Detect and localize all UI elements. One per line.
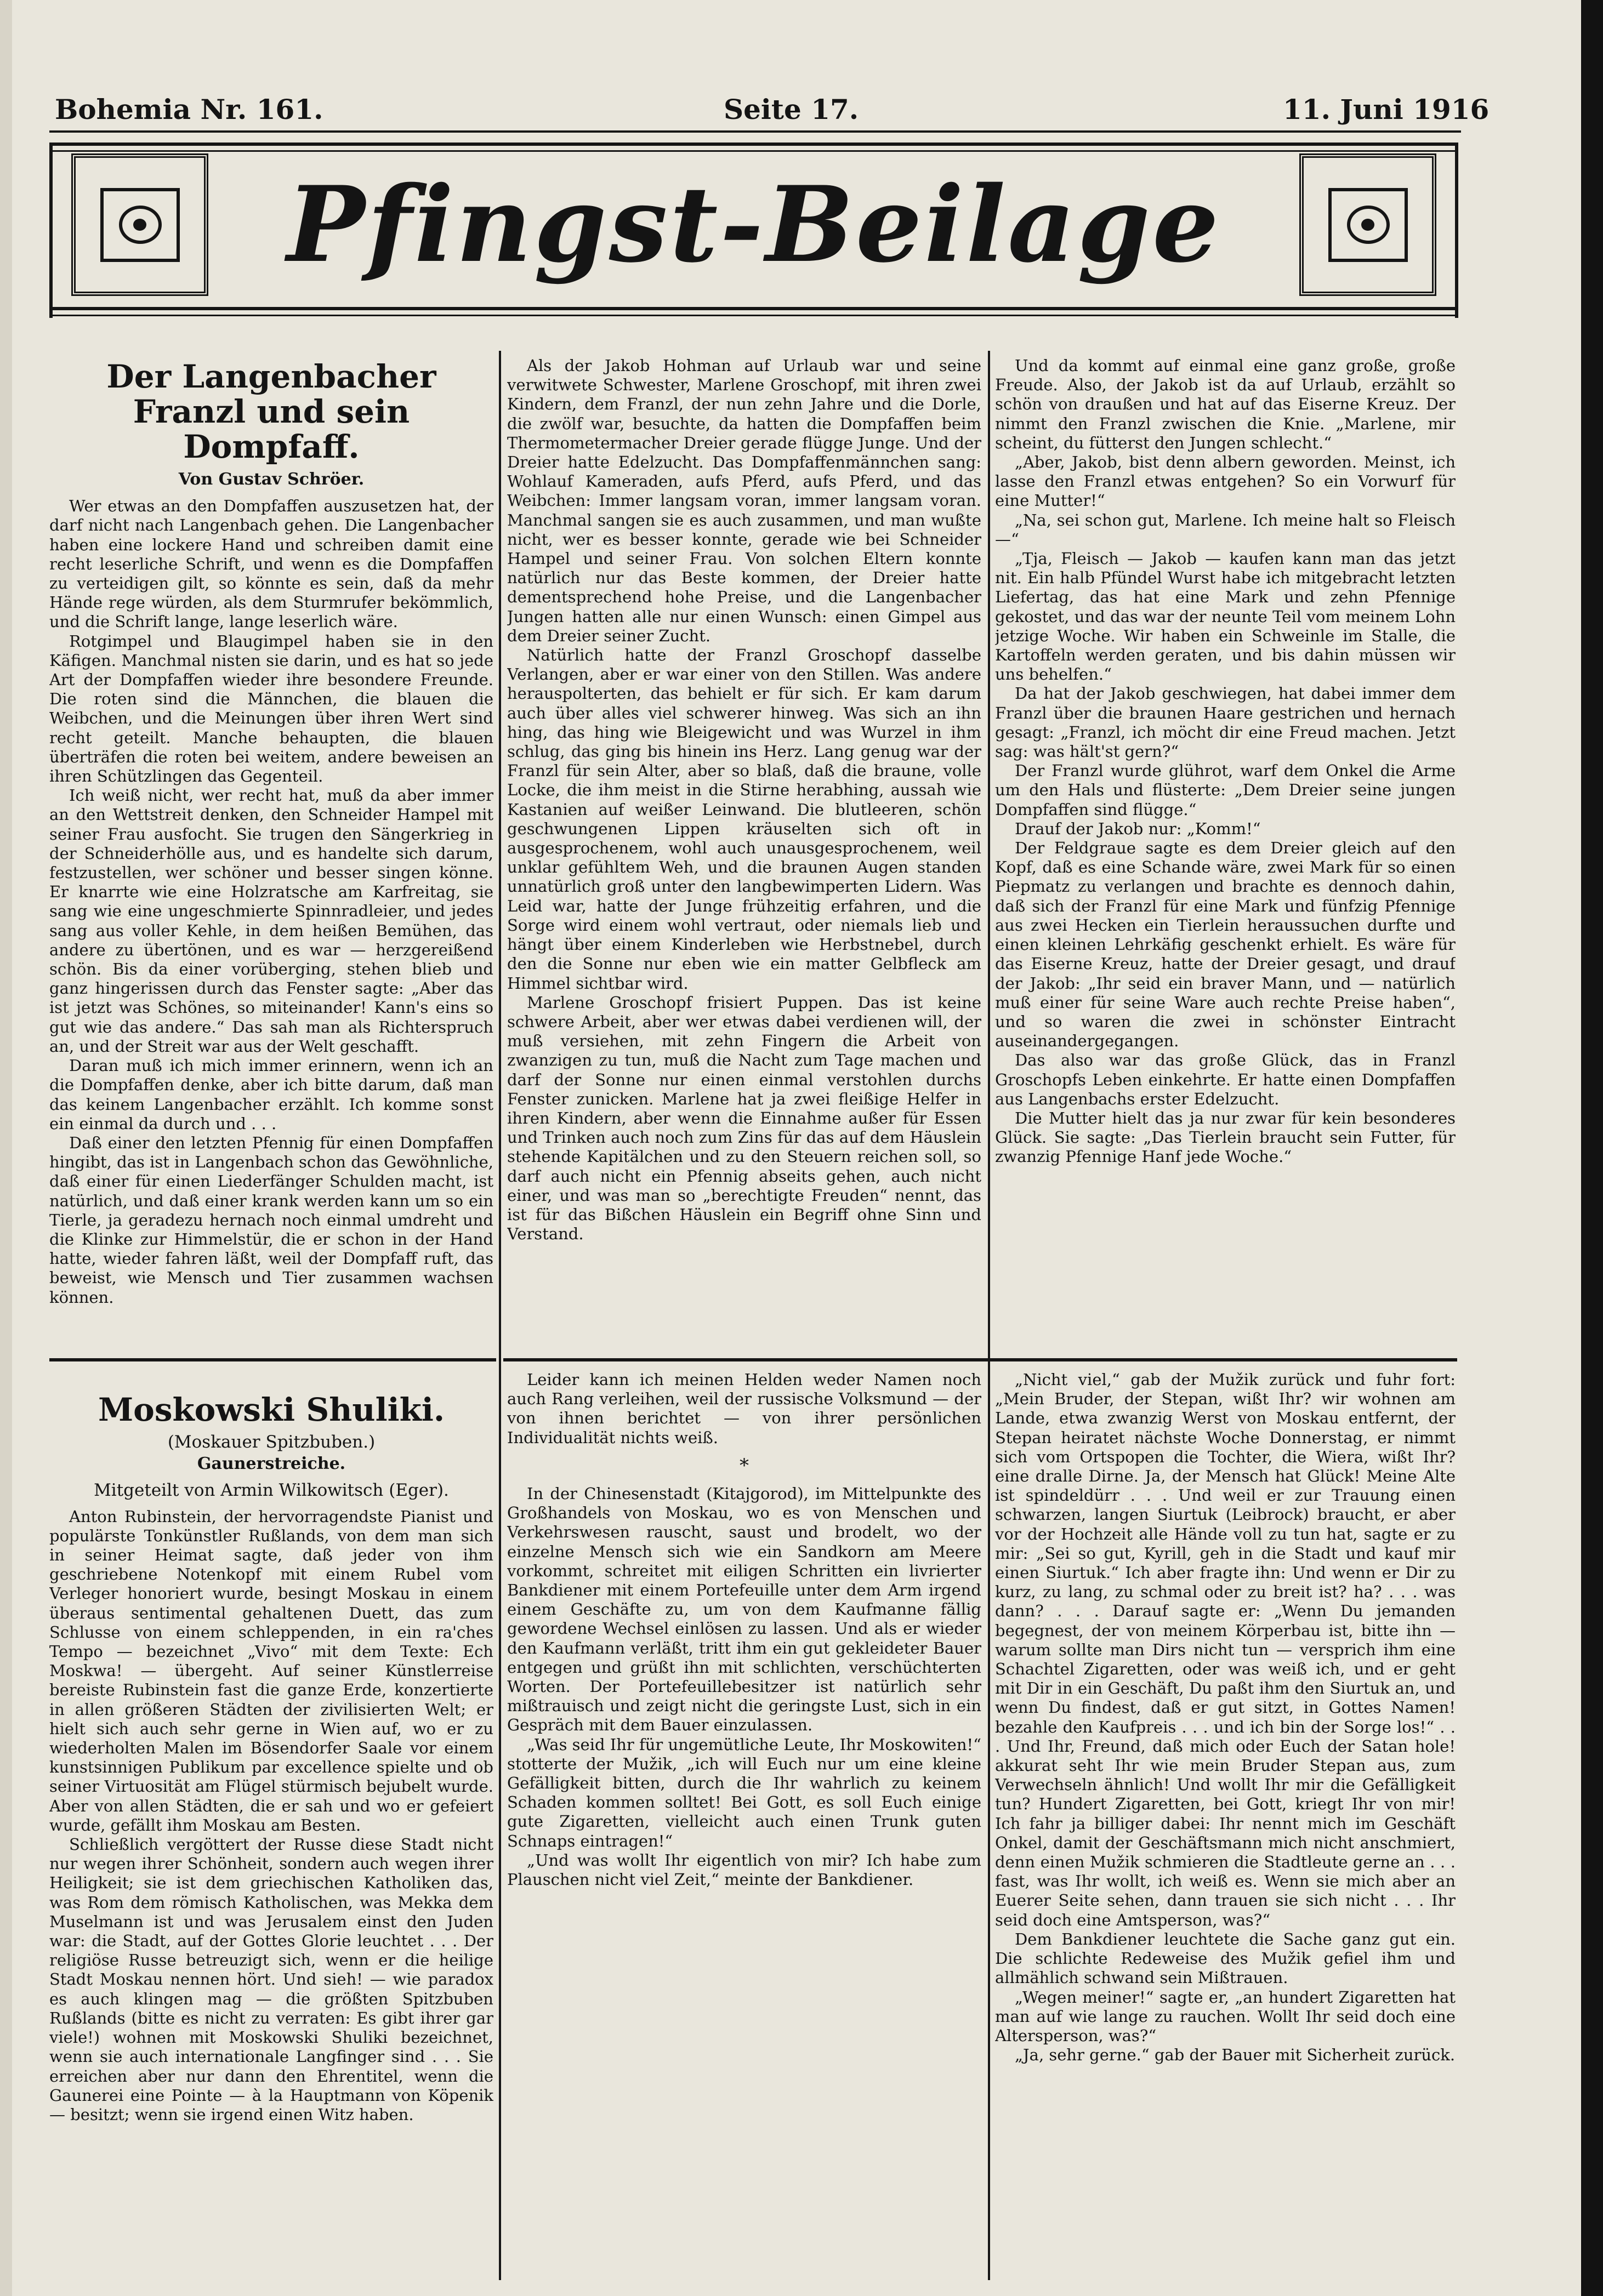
article-moskowski-col2 [507, 1370, 981, 2280]
article-langenbacher-col3 [995, 356, 1456, 1354]
paragraph: Und da kommt auf einmal eine ganz große, große Freude. Also, der Jakob ist da auf Urlaub, erzählt so schön von draußen und hat auf das Eiserne Kreuz. Der nimmt den Franzl zwischen die Knie. „Marlene, mir scheint, du fütterst den Jungen schlecht.“ [995, 356, 1456, 452]
paragraph: „Und was wollt Ihr eigentlich von mir? Ich habe zum Plauschen nicht viel Zeit,“ meinte der Bankdiener. [507, 1850, 981, 1889]
article-byline-moskowski: Mitgeteilt von Armin Wilkowitsch (Eger). [94, 1480, 449, 1501]
article-subtitle-moskowski: (Moskauer Spitzbuben.) [167, 1432, 376, 1452]
paragraph: Schließlich vergöttert der Russe diese Stadt nicht nur wegen ihrer Schönheit, sondern auch wegen ihrer Heiligkeit; sie ist dem griechischen Katholiken das, was Rom dem römisch Katholischen, was Mekka dem Muselmann ist und was Jerusalem einst den Juden war: die Stadt, auf der Gottes Glorie leuchtet . . . Der religiöse Russe betreuzigt sich, wenn er die heilige Stadt Moskau nennen hört. Und sieh! — wie paradox es auch klingen mag — die größten Spitzbuben Rußlands (bitte es nicht zu verraten: Es gibt ihrer gar viele!) wohnen mit Moskowski Shuliki bezeichnet, wenn sie auch internationale Langfinger sind . . . Sie erreichen aber nur dann den Ehrentitel, wenn die Gaunerei eine Pointe — à la Hauptmann von Köpenik — besitzt; wenn sie irgend einen Witz haben. [49, 1835, 493, 2124]
article-langenbacher-col2 [507, 356, 981, 1354]
header-date: 11. Juni 1916 [1283, 93, 1490, 126]
paragraph: Anton Rubinstein, der hervorragendste Pianist und populärste Tonkünstler Rußlands, von dem man sich in seiner Heimat sagte, daß jeder von ihm geschriebene Notenkopf mit einem Rubel vom Verleger honoriert wurde, besingt Moskau in einem überaus sentimental gehaltenen Duett, das zum Schlusse von einem schleppenden, in ein ra'ches Tempo — bezeichnet „Vivo“ mit dem Texte: Ech Moskwa! — übergeht. Auf seiner Künstlerreise bereiste Rubinstein fast die ganze Erde, konzertierte in allen größeren Städten der zivilisierten Welt; er hielt sich auch sehr gerne in Wien auf, wo er zu wiederholten Malen im Bösendorfer Saale vor einem kunstsinnigen Publikum par excellence spielte und ob seiner Virtuosität am Flügel stürmisch bejubelt wurde. Aber von allen Städten, die er sah und wo er gefeiert wurde, gefällt ihm Moskau am Besten. [49, 1507, 493, 1834]
scan-right-edge [1581, 0, 1603, 2296]
paragraph: Daran muß ich mich immer erinnern, wenn ich an die Dompfaffen denke, aber ich bitte darum, daß man das keinem Langenbacher erzählt. Ich komme sonst ein einmal da durch und . . . [49, 1056, 493, 1133]
masthead [49, 132, 1458, 340]
article-moskowski-col3 [995, 1370, 1456, 2280]
header-issue: Bohemia Nr. 161. [55, 93, 323, 126]
paragraph: „Wegen meiner!“ sagte er, „an hundert Zigaretten hat man auf wie lange zu rauchen. Wollt Ihr seid doch eine Altersperson, was?“ [995, 1987, 1456, 2045]
paragraph: „Tja, Fleisch — Jakob — kaufen kann man das jetzt nit. Ein halb Pfündel Wurst habe ich mitgebracht letzten Liefertag, das hat eine Mark und zehn Pfennige gekostet, und das war der neunte Teil vom meinem Lohn jetzige Woche. Wir haben ein Schweinle im Stalle, die Kartoffeln werden geraten, und bis dahin müssen wir uns behelfen.“ [995, 549, 1456, 684]
paragraph: Da hat der Jakob geschwiegen, hat dabei immer dem Franzl über die braunen Haare gestrichen und hernach gesagt: „Franzl, ich möcht dir eine Freud machen. Jetzt sag: was hält'st gern?“ [995, 684, 1456, 761]
paragraph: „Nicht viel,“ gab der Mužik zurück und fuhr fort: „Mein Bruder, der Stepan, wißt Ihr? wir wohnen am Lande, etwa zwanzig Werst von Moskau entfernt, der Stepan heiratet nächste Woche Donnerstag, er nimmt sich vom Ortspopen die Tochter, die Wiera, wißt Ihr? eine dralle Dirne. Ja, der Mensch hat Glück! Meine Alte ist spindeldürr . . . Und weil er zur Trauung einen schwarzen, langen Siurtuk (Leibrock) braucht, er aber vor der Hochzeit alle Hände voll zu tun hat, sagte er zu mir: „Sei so gut, Kyrill, geh in die Stadt und kauf mir einen Siurtuk.“ Ich aber fragte ihn: Und wenn er Dir zu kurz, zu lang, zu schmal oder zu breit ist? ha? . . . was dann? . . . Darauf sagte er: „Wenn Du jemanden begegnest, der von meinem Körperbau ist, bitte ihn — warum sollte man Dirs nicht tun — versprich ihm eine Schachtel Zigaretten, oder was weiß ich, und er geht mit Dir in ein Geschäft, Du paßt ihm den Siurtuk an, und wenn Du findest, daß er gut sitzt, in Gottes Namen! bezahle den Kaufpreis . . . und ich bin der Sorge los!“ . . . Und Ihr, Freund, daß mich oder Euch der Satan hole! akkurat seht Ihr wie mein Bruder Stepan aus, zum Verwechseln ähnlich! Und wollt Ihr mir die Gefälligkeit tun? Hundert Zigaretten, bei Gott, kriegt Ihr von mir! Ich fahr ja billiger dabei: Ihr nennt mich im Geschäft Onkel, damit der Geschäftsmann mich nicht anschmiert, denn einen Mužik schmieren die Stadtleute gerne an . . . fast, was Ihr wollt, ich weiß es. Wenn sie mich aber an Euerer Seite sehen, dann trauen sie sich nicht . . . Ihr seid doch eine Amtsperson, was?“ [995, 1370, 1456, 1929]
paragraph: Drauf der Jakob nur: „Komm!“ [1015, 819, 1261, 838]
paragraph: „Was seid Ihr für ungemütliche Leute, Ihr Moskowiten!“ stotterte der Mužik, „ich will Euch nur um eine kleine Gefälligkeit bitten, durch die Ihr wahrlich zu keinem Schaden kommen solltet! Bei Gott, es soll Euch einige gute Zigaretten, vielleicht auch einen Trunk guten Schnaps eintragen!“ [507, 1735, 981, 1850]
paragraph: Daß einer den letzten Pfennig für einen Dompfaffen hingibt, das ist in Langenbach schon das Gewöhnliche, daß einer für einen Liederfänger Schulden macht, ist natürlich, und daß einer krank werden kann um so ein Tierle, ja geradezu hernach noch einmal umdreht und die Klinke zur Himmelstür, die er schon in der Hand hatte, wieder fahren läßt, weil der Dompfaff ruft, das beweist, wie Mensch und Tier zusammen wachsen können. [49, 1133, 493, 1307]
section-separator: * [740, 1454, 749, 1477]
paragraph: Leider kann ich meinen Helden weder Namen noch auch Rang verleihen, weil der russische Volksmund — der von ihnen berichtet — von ihrer persönlichen Individualität nichts weiß. [507, 1370, 981, 1447]
paragraph: Marlene Groschopf frisiert Puppen. Das ist keine schwere Arbeit, aber wer etwas dabei verdienen will, der muß versiehen, mit zehn Fingern die Arbeit von zwanzigen zu tun, muß die Nacht zum Tage machen und darf der Sonne nur einen einmal verstohlen durchs Fenster zunicken. Marlene hat ja zwei fleißige Helfer in ihren Kindern, aber wenn die Einnahme außer für Essen und Trinken auch noch zum Zins für das auf dem Häuslein stehende Kapitälchen und zu den Steuern reichen soll, so darf auch nicht ein Pfennig abseits gehen, auch nicht einer, und was man so „berechtigte Freuden“ nennt, das ist für das Bißchen Häuslein ein Begriff ohne Sinn und Verstand. [507, 993, 981, 1244]
scan-left-margin [0, 0, 12, 2296]
paragraph: Dem Bankdiener leuchtete die Sache ganz gut ein. Die schlichte Redeweise des Mužik gefiel ihm und allmählich schwand sein Mißtrauen. [995, 1929, 1456, 1987]
article-moskowski-col1 [49, 1392, 493, 2280]
article-byline-langenbacher: Von Gustav Schröer. [178, 470, 365, 489]
paragraph: Der Franzl wurde glührot, warf dem Onkel die Arme um den Hals und flüsterte: „Dem Dreier seine jungen Dompfaffen sind flügge.“ [995, 761, 1456, 819]
paragraph: Ich weiß nicht, wer recht hat, muß da aber immer an den Wettstreit denken, den Schneider Hampel mit seiner Frau ausfocht. Sie trugen den Sängerkrieg in der Schneiderhölle aus, und es handelte sich darum, festzustellen, wer schöner und besser singen könne. Er knarrte wie eine Holzratsche am Karfreitag, sie sang wie eine ungeschmierte Spinnradleier, und jedes sang aus voller Kehle, in dem heißen Bemühen, das andere zu übertönen, und es war — herzgereißend schön. Bis da einer vorüberging, stehen blieb und ganz hingerissen durch das Fenster sagte: „Aber das ist jetzt was Schönes, so miteinander! Kann's eins so gut wie das andere.“ Das sah man als Richterspruch an, und der Streit war aus der Welt geschafft. [49, 786, 493, 1056]
column-rule-2 [988, 351, 990, 2280]
column-rule-1 [499, 351, 501, 2280]
article-langenbacher-col1 [49, 359, 493, 1354]
paragraph: Als der Jakob Hohman auf Urlaub war und seine verwitwete Schwester, Marlene Groschopf, mit ihren zwei Kindern, dem Franzl, der nun zehn Jahre und die Dorle, die zwölf war, besuchte, da hatten die Dompfaffen beim Thermometermacher Dreier gerade flügge Junge. Und der Dreier hatte Edelzucht. Das Dompfaffenmännchen sang: Wohlauf Kameraden, aufs Pferd, aufs Pferd, und das Weibchen: Immer langsam voran, immer langsam voran. Manchmal sangen sie es auch zusammen, und man wußte nicht, wer es besser konnte, gerade wie bei Schneider Hampel und seiner Frau. Von solchen Eltern konnte natürlich nur das Beste kommen, der Dreier hatte dementsprechend hohe Preise, und die Langenbacher Jungen hatten alle nur einen Wunsch: einen Gimpel aus dem Dreier seiner Zucht. [507, 356, 981, 645]
masthead-ornament-right [1299, 153, 1436, 296]
header-page-number: Seite 17. [724, 93, 859, 126]
masthead-title: Pfingst-Beilage [286, 163, 1221, 286]
paragraph: Wer etwas an den Dompfaffen auszusetzen hat, der darf nicht nach Langenbach gehen. Die Langenbacher haben eine lockere Hand und schreiben damit eine recht leserliche Schrift, und wenn es die Dompfaffen zu verteidigen gilt, so könnte es sein, daß da mehr Hände rege würden, als dem Sturmrufer bekömmlich, und die Schrift lange, lange leserlich wäre. [49, 497, 493, 631]
article-kicker-moskowski: Gaunerstreiche. [197, 1454, 346, 1474]
paragraph: Rotgimpel und Blaugimpel haben sie in den Käfigen. Manchmal nisten sie darin, und es hat so jede Art der Dompfaffen wieder ihre besondere Freunde. Die roten sind die Männchen, die blauen die Weibchen, und die Meinungen über ihren Wert sind recht geteilt. Manche behaupten, die blauen überträfen die roten bei weitem, andere beweisen an ihren Schützlingen das Gegenteil. [49, 631, 493, 786]
article-divider [49, 1358, 496, 1361]
section-divider [503, 1358, 1457, 1361]
paragraph: „Na, sei schon gut, Marlene. Ich meine halt so Fleisch —“ [995, 510, 1456, 549]
paragraph: Die Mutter hielt das ja nur zwar für kein besonderes Glück. Sie sagte: „Das Tierlein braucht sein Futter, für zwanzig Pfennige Hanf jede Woche.“ [995, 1108, 1456, 1166]
article-title-langenbacher: Der Langenbacher Franzl und sein Dompfaff. [106, 359, 436, 465]
masthead-ornament-left [71, 153, 208, 296]
paragraph: Der Feldgraue sagte es dem Dreier gleich auf den Kopf, daß es eine Schande wäre, zwei Mark für so einen Piepmatz zu verlangen und brachte es dennoch dahin, daß sich der Franzl für eine Mark und fünfzig Pfennige aus zwei Hecken ein Tierlein heraussuchen durfte und einen kleinen Lehrkäfig geschenkt erhielt. Es wäre für das Eiserne Kreuz, hatte der Dreier gesagt, und drauf der Jakob: „Ihr seid ein braver Mann, und — natürlich muß einer für seine Ware auch rechte Preise haben“, und so waren die zwei in schönster Eintracht auseinandergegangen. [995, 839, 1456, 1051]
paragraph: „Ja, sehr gerne.“ gab der Bauer mit Sicherheit zurück. [1015, 2046, 1456, 2065]
paragraph: In der Chinesenstadt (Kitajgorod), im Mittelpunkte des Großhandels von Moskau, wo es von Menschen und Verkehrswesen rauscht, saust und brodelt, wo der einzelne Mensch sich wie ein Sandkorn am Meere vorkommt, schreitet mit eiligen Schritten ein livrierter Bankdiener mit einem Portefeuille unter dem Arm irgend einem Geschäfte zu, um von dem Kaufmanne fällig gewordene Wechsel einlösen zu lassen. Und als er wieder den Kaufmann verläßt, tritt ihm ein gut gekleideter Bauer entgegen und grüßt ihn mit schlichten, verschüchterten Worten. Der Portefeuillebesitzer ist natürlich sehr mißtrauisch und zeigt nicht die geringste Lust, sich in ein Gespräch mit dem Bauer einzulassen. [507, 1484, 981, 1735]
paragraph: „Aber, Jakob, bist denn albern geworden. Meinst, ich lasse den Franzl etwas entgehen? So ein Vorwurf für eine Mutter!“ [995, 453, 1456, 510]
paragraph: Das also war das große Glück, das in Franzl Groschopfs Leben einkehrte. Er hatte einen Dompfaffen aus Langenbachs erster Edelzucht. [995, 1051, 1456, 1108]
article-title-moskowski: Moskowski Shuliki. [98, 1392, 445, 1428]
paragraph: Natürlich hatte der Franzl Groschopf dasselbe Verlangen, aber er war einer von den Stillen. Was andere herauspolterten, das behielt er für sich. Er kam darum auch über alles viel schwerer hinweg. Was sich an ihn hing, das hing wie Bleigewicht und was Wurzel in ihm schlug, das ging bis hinein ins Herz. Lang genug war der Franzl für sein Alter, aber so blaß, daß die braune, volle Locke, die ihm meist in die Stirne herabhing, aussah wie Kastanien auf weißer Leinwand. Die blutleeren, schön geschwungenen Lippen kräuselten sich oft in ausgesprochenem, wohl auch unausgesprochenem, weil unklar gefühltem Weh, und die braunen Augen standen unnatürlich groß unter den langbewimperten Lidern. Was Leid war, hatte der Junge frühzeitig erfahren, und die Sorge wird einem wohl vertraut, oder niemals lieb und hängt über einem Kinderleben wie Herbstnebel, durch den die Sonne nur eben wie ein matter Gelbfleck am Himmel sichtbar wird. [507, 646, 981, 993]
